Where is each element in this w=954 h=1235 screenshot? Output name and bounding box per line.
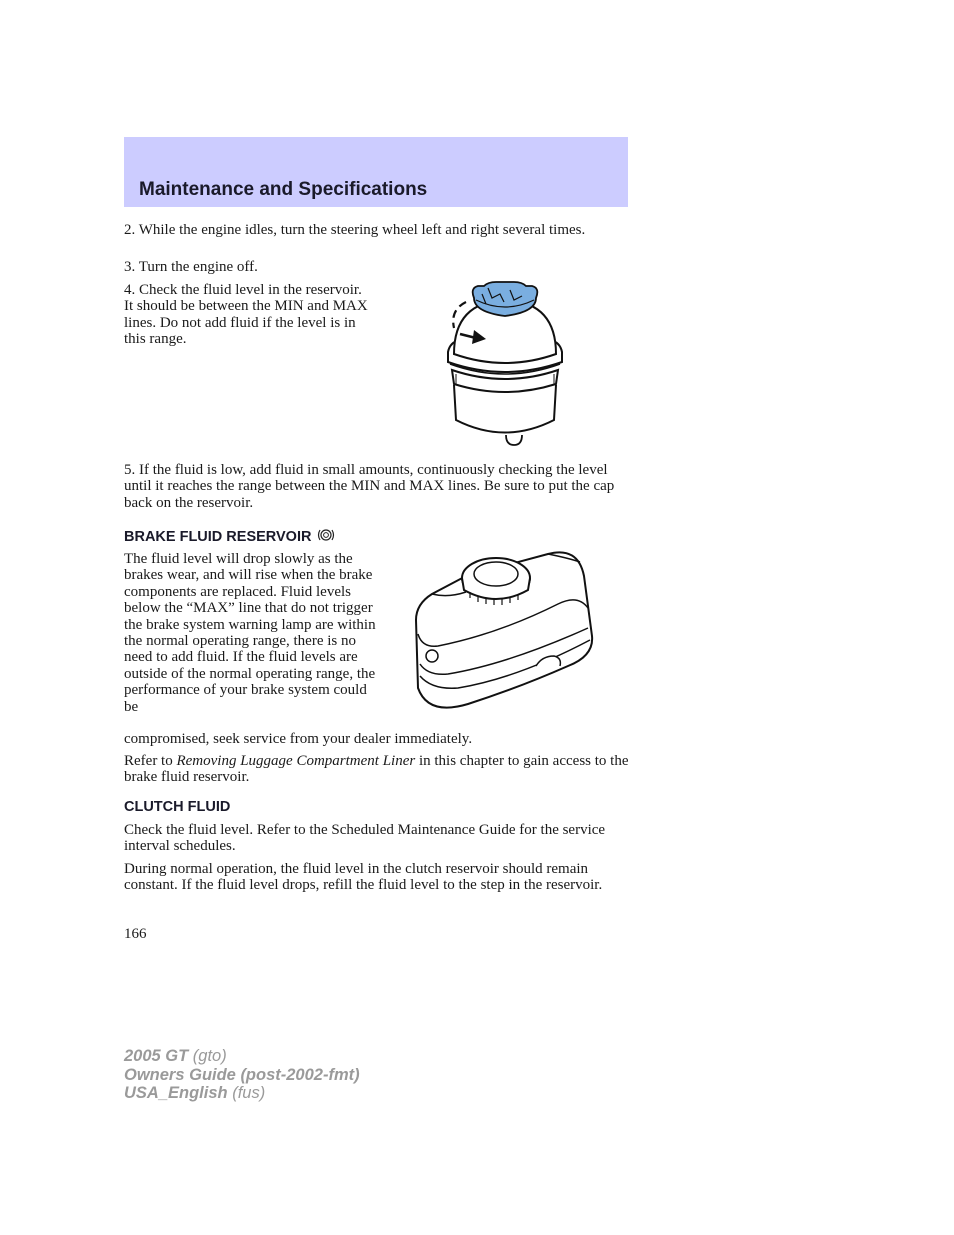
- access-text: in this chapter to gain access to the brake fluid reservoir.: [124, 753, 629, 786]
- brake-fluid-reservoir-illustration: [408, 548, 598, 716]
- step-4-text: 4. Check the fluid level in the reservoir. It should be between the MIN and MAX lines. Do not add fluid if the level is in this range.: [124, 282, 368, 348]
- brake-warning-icon: [317, 526, 335, 544]
- footer-line-2: [124, 1066, 360, 1085]
- brake-fluid-heading-text: BRAKE FLUID RESERVOIR: [124, 529, 312, 545]
- document-footer: [124, 1047, 360, 1103]
- step-5-text: 5. If the fluid is low, add fluid in small amounts, continuously checking the level until it reaches the range between the MIN and MAX lines. Be sure to put the cap back on the reservoir.: [124, 462, 615, 511]
- brake-paragraph-2: [124, 753, 630, 786]
- step-3-text: 3. Turn the engine off.: [124, 259, 258, 275]
- refer-to-text: Refer to: [124, 753, 177, 769]
- brake-fluid-heading: [124, 526, 335, 545]
- footer-language: USA_English: [124, 1084, 228, 1102]
- footer-line-1: [124, 1047, 360, 1066]
- brake-paragraph-1-end: compromised, seek service from your dealer immediately.: [124, 731, 473, 747]
- page-title: Maintenance and Specifications: [139, 179, 428, 200]
- page-number: 166: [124, 926, 147, 942]
- section-header: [124, 137, 628, 207]
- footer-model-code: (gto): [188, 1047, 227, 1065]
- referenced-section-title: Removing Luggage Compartment Liner: [176, 753, 416, 769]
- clutch-fluid-heading: CLUTCH FLUID: [124, 799, 231, 815]
- footer-line-3: [124, 1084, 360, 1103]
- clutch-paragraph-1: Check the fluid level. Refer to the Scheduled Maintenance Guide for the service interval schedules.: [124, 822, 606, 855]
- footer-guide-name: Owners Guide (post-2002-fmt): [124, 1065, 360, 1084]
- footer-language-code: (fus): [227, 1084, 266, 1102]
- clutch-paragraph-2: During normal operation, the fluid level in the clutch reservoir should remain constant. If the fluid level drops, refill the fluid level to the step in the reservoir.: [124, 861, 603, 894]
- step-2-text: 2. While the engine idles, turn the steering wheel left and right several times.: [124, 222, 586, 238]
- brake-paragraph-1: The fluid level will drop slowly as the brakes wear, and will rise when the brake components are replaced. Fluid levels below the “MAX” line that do not trigger the brake system warning lamp are within the normal operating range, there is no need to add fluid. If the fluid levels are outside of the normal operating range, the performance of your brake system could be: [124, 551, 376, 715]
- footer-model: 2005 GT: [124, 1047, 189, 1065]
- power-steering-reservoir-illustration: [440, 280, 570, 450]
